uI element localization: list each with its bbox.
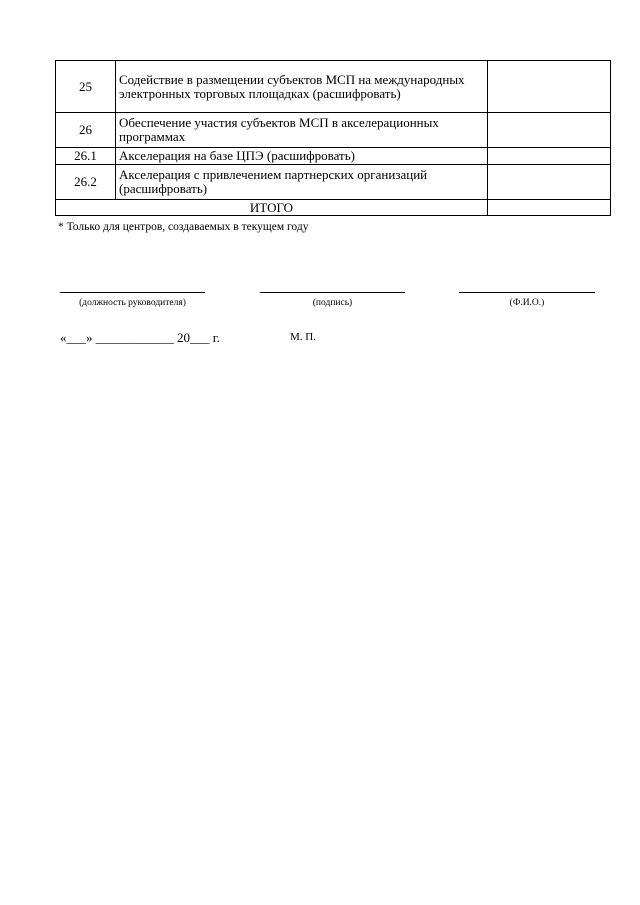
total-label: ИТОГО bbox=[56, 200, 488, 216]
position-line bbox=[60, 292, 205, 293]
table-row bbox=[56, 113, 611, 148]
row-description: Акселерация на базе ЦПЭ (расшифровать) bbox=[116, 148, 488, 165]
total-value bbox=[488, 200, 611, 216]
stamp-place: М. П. bbox=[290, 331, 316, 343]
table-row bbox=[56, 148, 611, 165]
row-value bbox=[488, 113, 611, 148]
footnote: * Только для центров, создаваемых в текущем году bbox=[58, 221, 309, 233]
signature-line bbox=[260, 292, 405, 293]
row-description: Обеспечение участия субъектов МСП в акселерационных программах bbox=[116, 113, 488, 148]
row-number: 26.2 bbox=[56, 165, 116, 200]
name-caption: (Ф.И.О.) bbox=[509, 298, 545, 308]
row-description: Содействие в размещении субъектов МСП на международных электронных торговых площадках (расшифровать) bbox=[116, 61, 488, 113]
signature-caption: (подпись) bbox=[312, 298, 353, 308]
row-number: 26 bbox=[56, 113, 116, 148]
services-table bbox=[55, 60, 611, 216]
date-line: «___» ____________ 20___ г. bbox=[60, 330, 220, 345]
table-row bbox=[56, 61, 611, 113]
row-value bbox=[488, 148, 611, 165]
total-row bbox=[56, 200, 611, 216]
row-description: Акселерация с привлечением партнерских организаций (расшифровать) bbox=[116, 165, 488, 200]
row-number: 26.1 bbox=[56, 148, 116, 165]
row-number: 25 bbox=[56, 61, 116, 113]
name-line bbox=[459, 292, 595, 293]
position-caption: (должность руководителя) bbox=[79, 298, 186, 308]
row-value bbox=[488, 165, 611, 200]
table-row bbox=[56, 165, 611, 200]
row-value bbox=[488, 61, 611, 113]
